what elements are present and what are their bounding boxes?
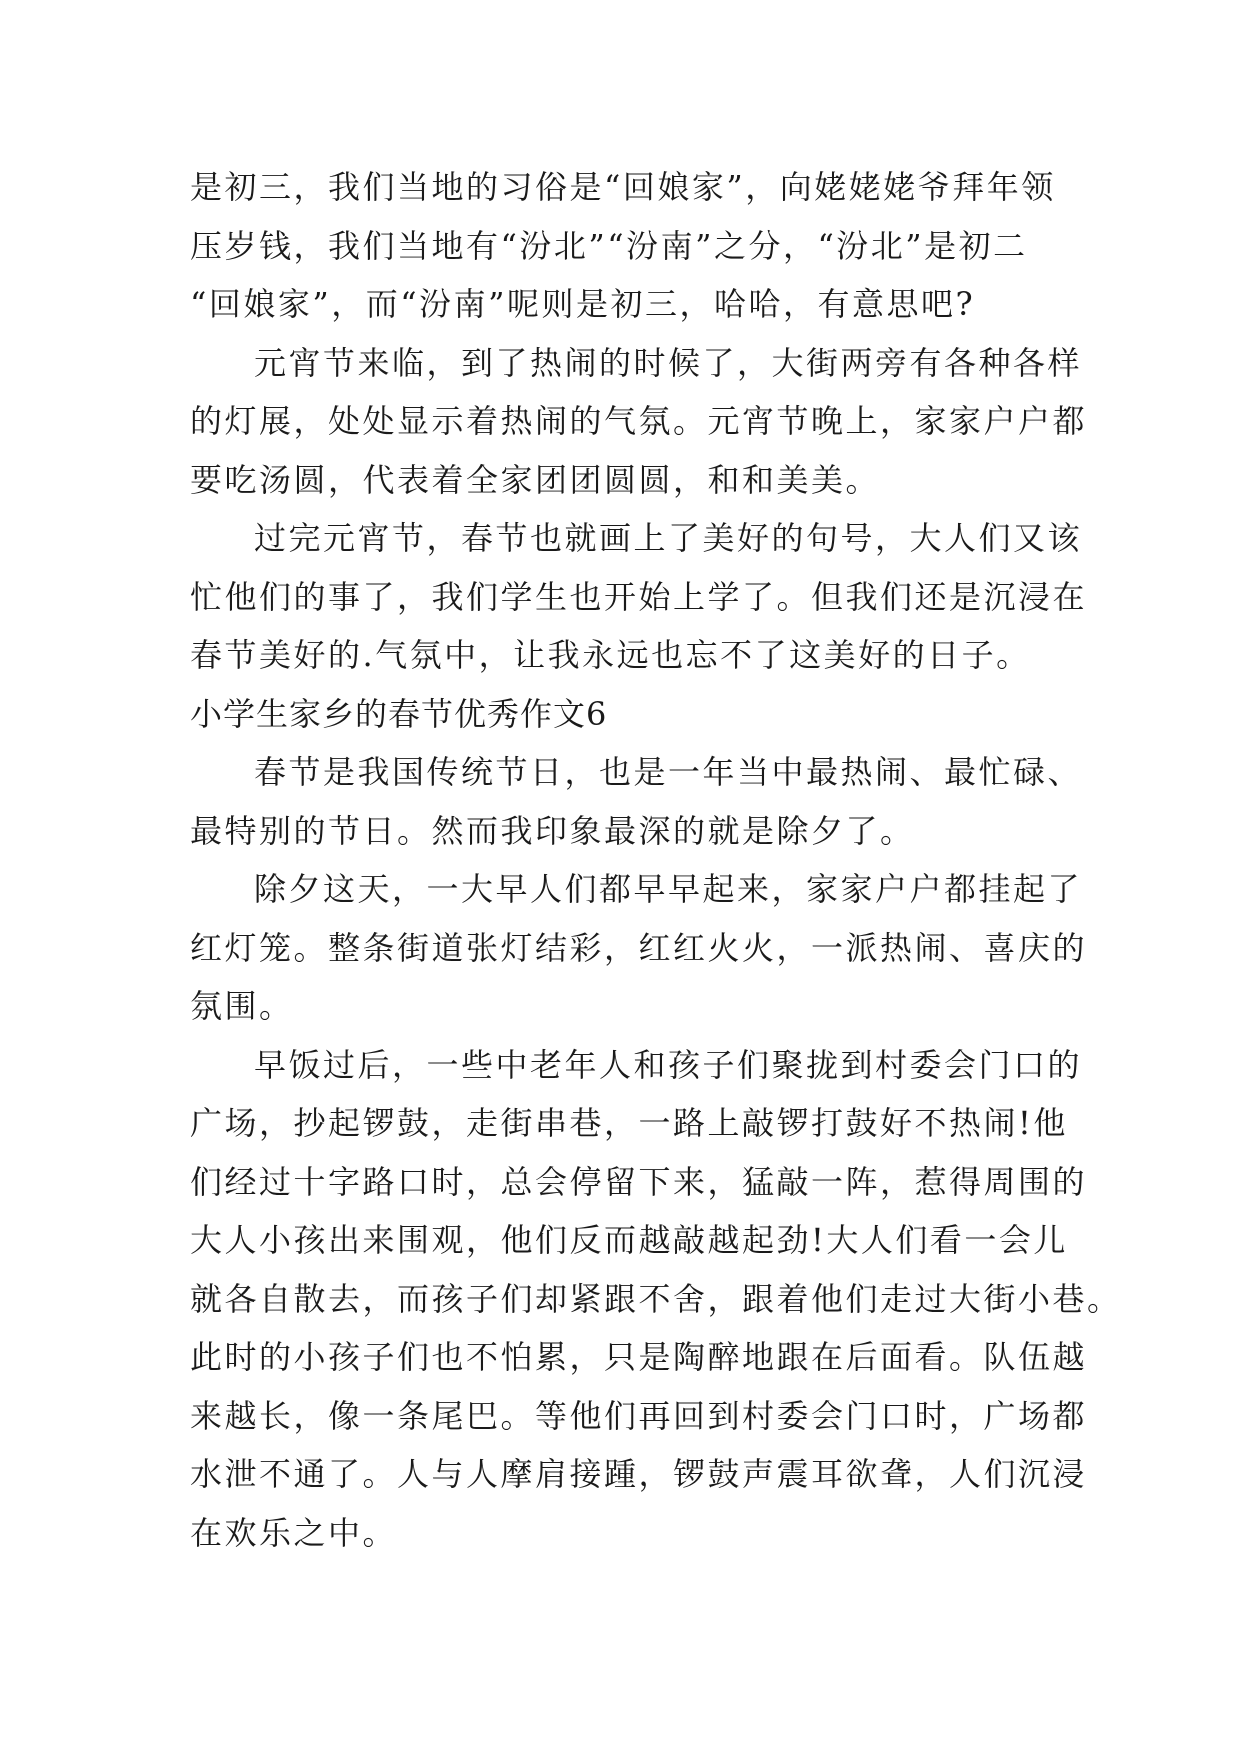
text-line: “回娘家”，而“汾南”呢则是初三，哈哈，有意思吧? <box>190 285 976 323</box>
section-heading: 小学生家乡的春节优秀作文6 <box>190 694 608 733</box>
text-line: 要吃汤圆，代表着全家团团圆圆，和和美美。 <box>190 460 881 499</box>
document-body <box>190 158 1122 1562</box>
text-line: 广场，抄起锣鼓，走街串巷，一路上敲锣打鼓好不热闹!他 <box>190 1104 1068 1142</box>
text-line: 水泄不通了。人与人摩肩接踵，锣鼓声震耳欲聋，人们沉浸 <box>190 1455 1088 1493</box>
text-line: 来越长，像一条尾巴。等他们再回到村委会门口时，广场都 <box>190 1396 1088 1435</box>
text-line: 在欢乐之中。 <box>190 1513 398 1552</box>
text-line: 大人小孩出来围观，他们反而越敲越起劲!大人们看一会儿 <box>190 1221 1068 1259</box>
text-line: 的灯展，处处显示着热闹的气氛。元宵节晚上，家家户户都 <box>190 402 1088 440</box>
text-line: 就各自散去，而孩子们却紧跟不舍，跟着他们走过大街小巷。 <box>190 1279 1122 1318</box>
text-line: 们经过十字路口时，总会停留下来，猛敲一阵，惹得周围的 <box>190 1162 1088 1201</box>
text-line: 此时的小孩子们也不怕累，只是陶醉地跟在后面看。队伍越 <box>190 1338 1088 1376</box>
paragraph-start-line: 除夕这天，一大早人们都早早起来，家家户户都挂起了 <box>254 870 1083 908</box>
paragraph-start-line: 春节是我国传统节日，也是一年当中最热闹、最忙碌、 <box>254 753 1083 791</box>
paragraph-start-line: 过完元宵节，春节也就画上了美好的句号，大人们又该 <box>254 519 1083 557</box>
paragraph-start-line: 早饭过后，一些中老年人和孩子们聚拢到村委会门口的 <box>254 1045 1083 1084</box>
paragraph-start-line: 元宵节来临，到了热闹的时候了，大街两旁有各种各样 <box>254 343 1083 382</box>
text-line: 压岁钱，我们当地有“汾北”“汾南”之分，“汾北”是初二 <box>190 226 1028 265</box>
text-line: 春节美好的.气氛中，让我永远也忘不了这美好的日子。 <box>190 636 1031 674</box>
text-line: 红灯笼。整条街道张灯结彩，红红火火，一派热闹、喜庆的 <box>190 928 1088 967</box>
text-line: 最特别的节日。然而我印象最深的就是除夕了。 <box>190 811 915 850</box>
text-line: 氛围。 <box>190 987 294 1025</box>
text-line: 忙他们的事了，我们学生也开始上学了。但我们还是沉浸在 <box>190 577 1088 616</box>
text-line: 是初三，我们当地的习俗是“回娘家”，向姥姥姥爷拜年领 <box>190 168 1056 206</box>
